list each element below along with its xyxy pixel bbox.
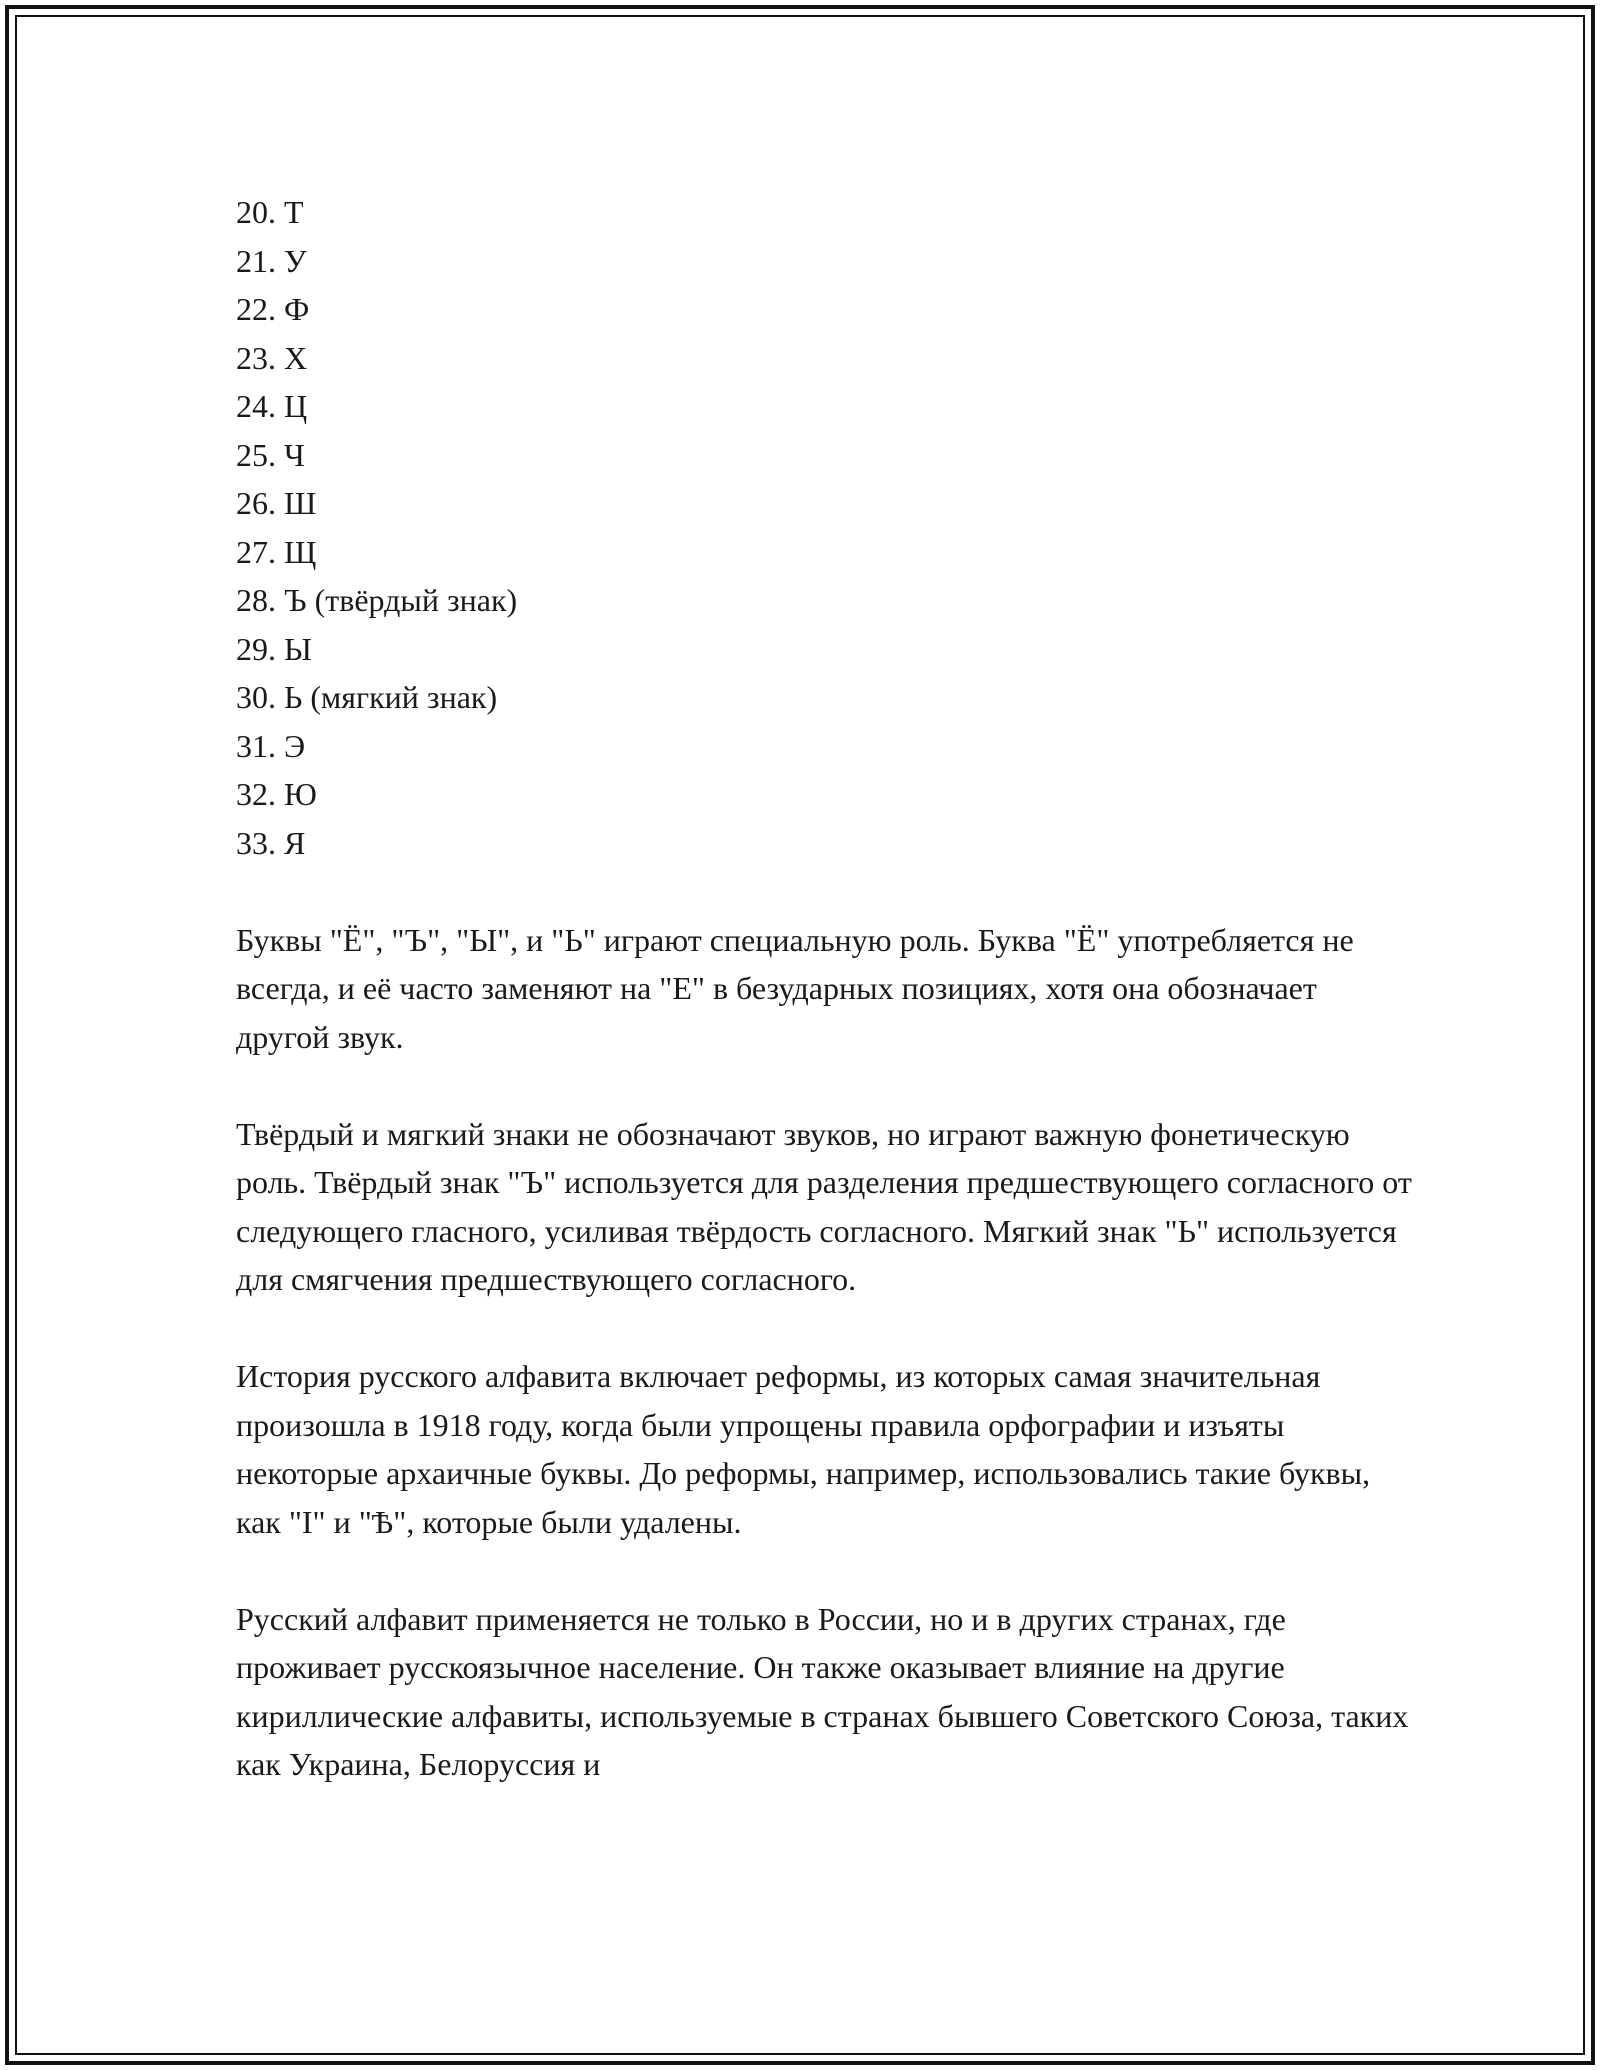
paragraph-alphabet-history: История русского алфавита включает реформы, из которых самая значительная произошла в 1918 году, когда были упрощены правила орфографии и изъяты некоторые архаичные буквы. До реформы, например, использовались такие буквы, как "І" и "Ѣ", которые были удалены.: [236, 1358, 1371, 1540]
list-item: 26. Ш: [236, 485, 317, 521]
list-item: 30. Ь (мягкий знак): [236, 679, 498, 715]
list-item: 20. Т: [236, 194, 304, 230]
list-item: 23. Х: [236, 339, 308, 376]
list-item: 28. Ъ (твёрдый знак): [236, 582, 518, 618]
list-item: 22. Ф: [236, 291, 310, 327]
paragraph-hard-soft-signs: Твёрдый и мягкий знаки не обозначают звуков, но играют важную фонетическую роль. Твёрдый знак "Ъ" используется для разделения предшествующего согласного от следующего гласного, усиливая твёрдость согласного. Мягкий знак "Ь" используется для смягчения предшествующего согласного.: [236, 1115, 1412, 1297]
list-item: 29. Ы: [236, 630, 312, 667]
list-item: 31. Э: [236, 727, 306, 764]
list-item: 33. Я: [236, 824, 306, 861]
list-item: 27. Щ: [236, 533, 317, 570]
list-item: 24. Ц: [236, 388, 308, 424]
alphabet-list: [236, 188, 1416, 867]
list-item: 25. Ч: [236, 436, 305, 473]
list-item: 21. У: [236, 242, 307, 279]
list-item: 32. Ю: [236, 776, 317, 812]
paragraph-special-letters: Буквы "Ё", "Ъ", "Ы", и "Ь" играют специальную роль. Буква "Ё" употребляется не всегда, и её часто заменяют на "Е" в безударных позициях, хотя она обозначает другой звук.: [236, 921, 1354, 1055]
document-body: [236, 188, 1416, 1789]
paragraph-alphabet-usage: Русский алфавит применяется не только в России, но и в других странах, где проживает русскоязычное население. Он также оказывает влияние на другие кириллические алфавиты, используемые в странах бывшего Советского Союза, таких как Украина, Белоруссия и: [236, 1600, 1409, 1782]
